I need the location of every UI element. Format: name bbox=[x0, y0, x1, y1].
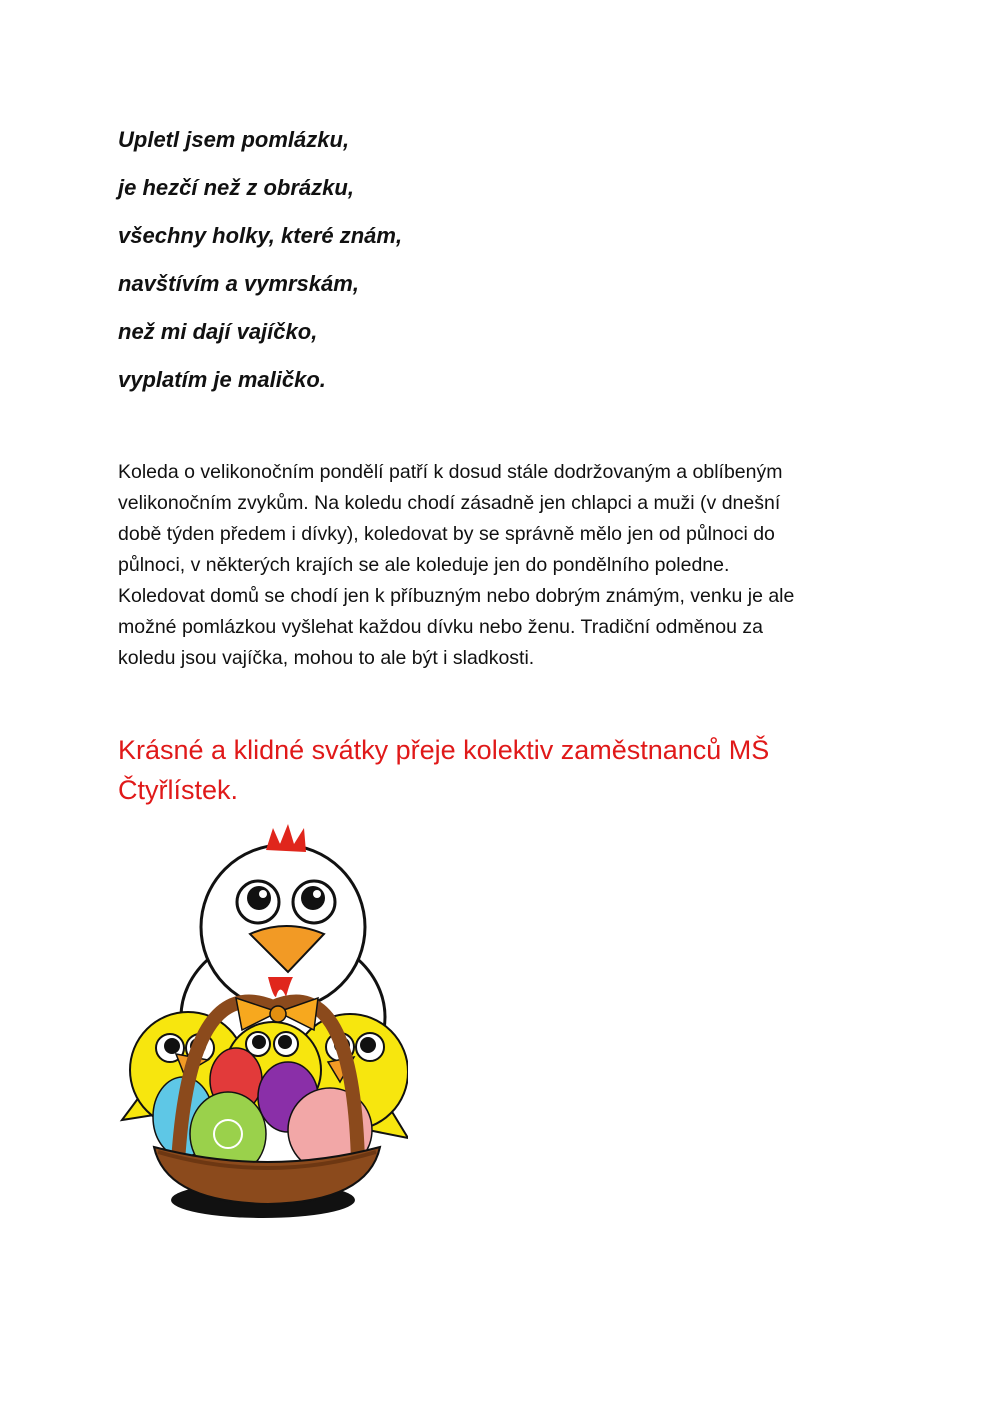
wish-line: Krásné a klidné svátky přeje kolektiv zaměstnanců MŠ bbox=[118, 735, 770, 765]
poem-line: Upletl jsem pomlázku, bbox=[118, 127, 350, 152]
paragraph-line: Koledovat domů se chodí jen k příbuzným nebo dobrým známým, venku je ale bbox=[118, 585, 795, 607]
paragraph-line: koledu jsou vajíčka, mohou to ale být i sladkosti. bbox=[118, 647, 535, 669]
paragraph-line: půlnoci, v některých krajích se ale koleduje jen do pondělního poledne. bbox=[118, 554, 730, 576]
wish-line: Čtyřlístek. bbox=[118, 775, 239, 805]
poem-line: než mi dají vajíčko, bbox=[118, 319, 318, 344]
paragraph-line: době týden předem i dívky), koledovat by se správně mělo jen od půlnoci do bbox=[118, 523, 775, 545]
holiday-wish bbox=[118, 730, 878, 810]
paragraph-line: velikonočním zvykům. Na koledu chodí zásadně jen chlapci a muži (v dnešní bbox=[118, 492, 781, 514]
paragraph-line: možné pomlázkou vyšlehat každou dívku nebo ženu. Tradiční odměnou za bbox=[118, 616, 763, 638]
poem-line: navštívím a vymrskám, bbox=[118, 271, 359, 296]
easter-paragraph bbox=[118, 457, 868, 674]
poem-line: všechny holky, které znám, bbox=[118, 223, 403, 248]
poem-line: vyplatím je maličko. bbox=[118, 367, 326, 392]
poem bbox=[118, 116, 818, 404]
paragraph-line: Koleda o velikonočním pondělí patří k dosud stále dodržovaným a oblíbeným bbox=[118, 461, 783, 483]
easter-hen-chicks-basket-icon bbox=[118, 822, 408, 1230]
poem-line: je hezčí než z obrázku, bbox=[118, 175, 354, 200]
